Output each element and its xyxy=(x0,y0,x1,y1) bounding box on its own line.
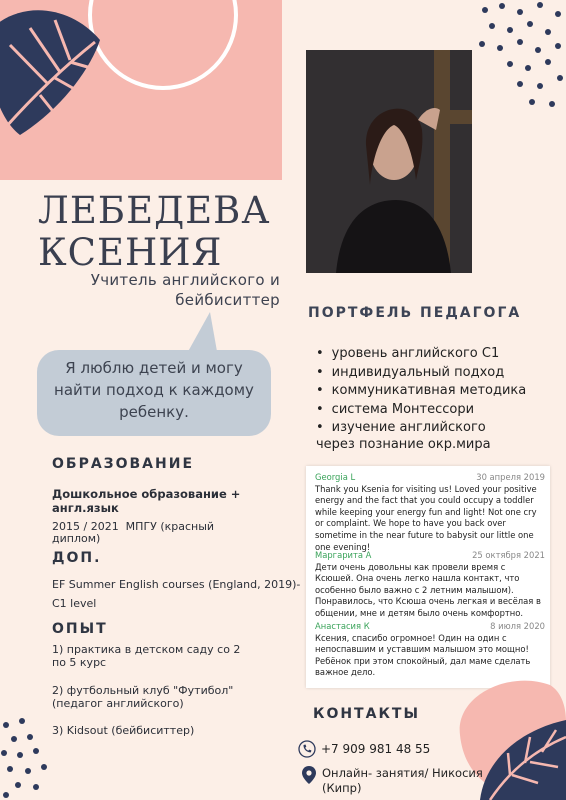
phone-row xyxy=(298,740,430,758)
review-text: Ксения, спасибо огромное! Один на один с непоспавшим и уставшим малышом это мощно! Ребёнок при этом спокойный, дал маме сделать важное дело. xyxy=(315,632,531,678)
experience-item xyxy=(52,724,292,737)
extra-line-2: C1 level xyxy=(52,597,97,610)
education-heading: ОБРАЗОВАНИЕ xyxy=(52,456,195,472)
review-item xyxy=(315,550,545,620)
location-row xyxy=(302,766,492,796)
dots-pattern xyxy=(470,0,566,120)
experience-line-1: 1) практика в детском саду со 2 xyxy=(52,643,241,656)
bubble-line-3: ребенку. xyxy=(119,403,189,421)
list-item: • индивидуальный подход xyxy=(316,364,526,383)
experience-item xyxy=(52,684,292,710)
extra-line-1: EF Summer English courses (England, 2019)- xyxy=(52,578,301,591)
list-item: • изучение английского xyxy=(316,419,526,438)
extra-courses xyxy=(52,575,302,613)
name-line-2: КСЕНИЯ xyxy=(38,231,223,274)
extra-heading: ДОП. xyxy=(52,550,102,566)
experience-line-1: 2) футбольный клуб "Футибол" xyxy=(52,684,234,697)
location-line-2: (Кипр) xyxy=(322,781,362,795)
degree-line-1: Дошкольное образование + xyxy=(52,487,241,501)
list-item: • система Монтессори xyxy=(316,401,526,420)
bubble-line-1: Я люблю детей и могу xyxy=(65,359,243,377)
job-title-line-2: бейбиситтер xyxy=(175,291,280,309)
experience-line-2: по 5 курс xyxy=(52,656,107,669)
school-line-1: 2015 / 2021 МПГУ (красный xyxy=(52,520,215,533)
bubble-line-2: найти подход к каждому xyxy=(54,381,254,399)
contacts-heading: КОНТАКТЫ xyxy=(313,706,420,722)
list-item: • коммуникативная методика xyxy=(316,382,526,401)
job-title-line-1: Учитель английского и xyxy=(90,271,280,289)
leaf-icon xyxy=(0,0,110,140)
portfolio-extra-line: через познание окр.мира xyxy=(316,437,491,452)
experience-item xyxy=(52,643,292,669)
location-line-1: Онлайн- занятия/ Никосия xyxy=(322,766,483,780)
review-author: Анастасия К xyxy=(315,621,370,631)
portfolio-heading: ПОРТФЕЛЬ ПЕДАГОГА xyxy=(308,305,522,321)
portfolio-list xyxy=(316,345,526,438)
location-pin-icon xyxy=(302,766,316,784)
review-date: 25 октября 2021 xyxy=(472,550,545,560)
school-line-2: диплом) xyxy=(52,532,101,545)
experience-heading: ОПЫТ xyxy=(52,621,108,637)
review-item xyxy=(315,472,545,553)
review-author: Маргарита А xyxy=(315,550,372,560)
education-school xyxy=(52,521,262,545)
reviews-panel xyxy=(306,466,550,688)
phone-icon xyxy=(298,740,316,758)
review-text: Дети очень довольны как провели время с Ксюшей. Она очень легко нашла контакт, что особенно было важно с 2 летним малышом). Понравилось, что Ксюша очень легкая и весёлая в общении, мне и детям было очень комфортно. xyxy=(315,561,541,618)
review-author: Georgia L xyxy=(315,472,356,482)
phone-number[interactable]: +7 909 981 48 55 xyxy=(321,742,431,756)
degree-line-2: англ.язык xyxy=(52,501,119,515)
review-date: 30 апреля 2019 xyxy=(476,472,545,482)
job-title xyxy=(40,270,280,310)
experience-line-1: 3) Kidsout (бейбиситтер) xyxy=(52,724,195,737)
portrait-photo xyxy=(306,50,472,273)
person-name xyxy=(38,190,270,274)
location-text xyxy=(322,766,492,796)
education-degree xyxy=(52,487,272,515)
list-item: • уровень английского С1 xyxy=(316,345,526,364)
dots-pattern xyxy=(0,715,50,800)
review-date: 8 июля 2020 xyxy=(490,621,545,631)
experience-line-2: (педагог английского) xyxy=(52,697,184,710)
review-text: Thank you Ksenia for visiting us! Loved your positive energy and the fact that you could occupy a toddler while keeping your energy fun and light! Not one cry or complaint. We hope to have you back over sometime in the near future to babysit our little one one evening! xyxy=(315,483,537,552)
name-line-1: ЛЕБЕДЕВА xyxy=(38,189,271,232)
speech-bubble-text xyxy=(40,357,268,423)
review-item xyxy=(315,621,545,679)
